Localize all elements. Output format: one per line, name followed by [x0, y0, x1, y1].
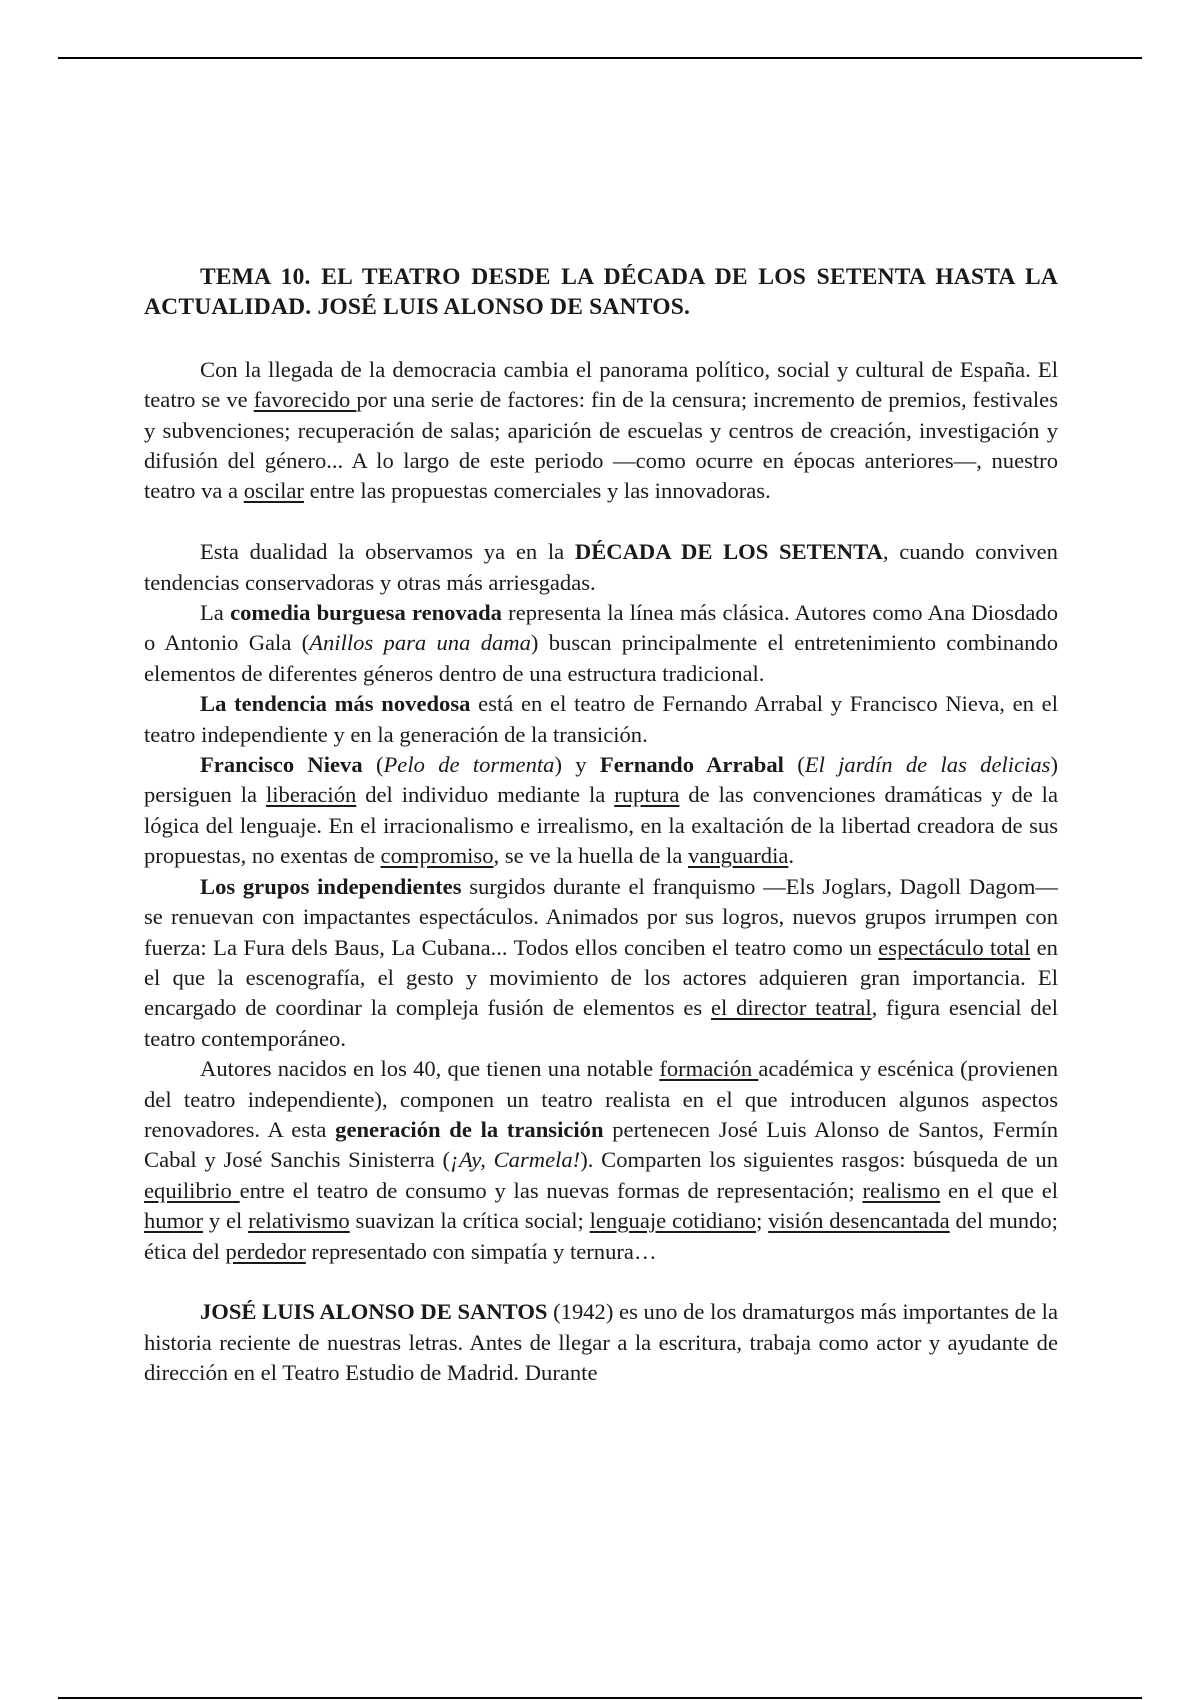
page-title: TEMA 10. EL TEATRO DESDE LA DÉCADA DE LOS SETENTA HASTA LA ACTUALIDAD. JOSÉ LUIS ALONSO DE SANTOS. [144, 264, 1058, 321]
header-rule [58, 57, 1142, 59]
spacer [144, 1267, 1058, 1297]
paragraph-setenta: Esta dualidad la observamos ya en la DÉCADA DE LOS SETENTA, cuando conviven tendencias conservadoras y otras más arriesgadas. [144, 539, 1058, 595]
paragraph-comedia-burguesa: La comedia burguesa renovada representa la línea más clásica. Autores como Ana Diosdado o Antonio Gala (Anillos para una dama) buscan principalmente el entretenimiento combinando elementos de diferentes géneros dentro de una estructura tradicional. [144, 600, 1058, 686]
spacer [144, 507, 1058, 537]
paragraph-generacion-transicion: Autores nacidos en los 40, que tienen una notable formación académica y escénica (provienen del teatro independiente), componen un teatro realista en el que introducen algunos aspectos renovadores. A esta generación de la transición pertenecen José Luis Alonso de Santos, Fermín Cabal y José Sanchis Sinisterra (¡Ay, Carmela!). Comparten los siguientes rasgos: búsqueda de un equilibrio entre el teatro de consumo y las nuevas formas de representación; realismo en el que el humor y el relativismo suavizan la crítica social; lenguaje cotidiano; visión desencantada del mundo; ética del perdedor representado con simpatía y ternura… [144, 1056, 1058, 1264]
spacer [144, 323, 1058, 355]
footer-rule [58, 1697, 1142, 1699]
paragraph-alonso-de-santos: JOSÉ LUIS ALONSO DE SANTOS (1942) es uno de los dramaturgos más importantes de la historia reciente de nuestras letras. Antes de llegar a la escritura, trabaja como actor y ayudante de dirección en el Teatro Estudio de Madrid. Durante [144, 1299, 1058, 1386]
paragraph-grupos-independientes: Los grupos independientes surgidos durante el franquismo —Els Joglars, Dagoll Dagom— se renuevan con impactantes espectáculos. Animados por sus logros, nuevos grupos irrumpen con fuerza: La Fura dels Baus, La Cubana... Todos ellos conciben el teatro como un espectáculo total en el que la escenografía, el gesto y movimiento de los actores adquieren gran importancia. El encargado de coordinar la compleja fusión de elementos es el director teatral, figura esencial del teatro contemporáneo. [144, 873, 1058, 1051]
paragraph-nieva-arrabal: Francisco Nieva (Pelo de tormenta) y Fernando Arrabal (El jardín de las delicias) persiguen la liberación del individuo mediante la ruptura de las convenciones dramáticas y de la lógica del lenguaje. En el irracionalismo e irrealismo, en la exaltación de la libertad creadora de sus propuestas, no exentas de compromiso, se ve la huella de la vanguardia. [144, 752, 1058, 869]
paragraph-intro: Con la llegada de la democracia cambia el panorama político, social y cultural de España. El teatro se ve favorecido por una serie de factores: fin de la censura; incremento de premios, festivales y subvenciones; recuperación de salas; aparición de escuelas y centros de creación, investigación y difusión del género... A lo largo de este periodo —como ocurre en épocas anteriores—, nuestro teatro va a oscilar entre las propuestas comerciales y las innovadoras. [144, 356, 1058, 504]
paragraph-tendencia-novedosa: La tendencia más novedosa está en el teatro de Fernando Arrabal y Francisco Nieva, en el teatro independiente y en la generación de la transición. [144, 691, 1058, 747]
document-body [144, 262, 1058, 1389]
